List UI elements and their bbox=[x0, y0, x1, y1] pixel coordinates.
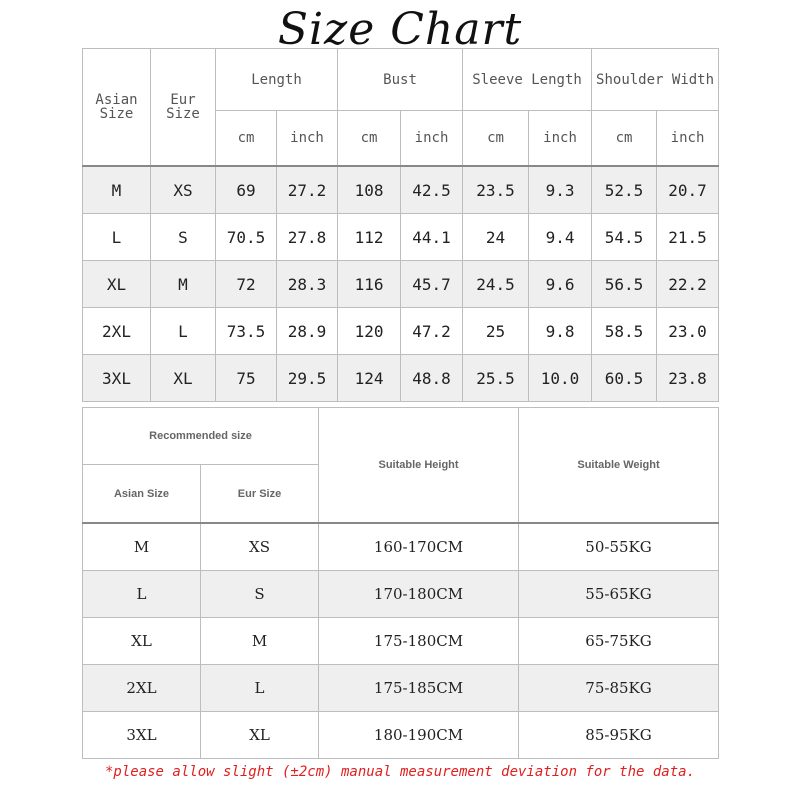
cell-bust-cm: 124 bbox=[338, 355, 401, 402]
cell-bust-in: 47.2 bbox=[401, 308, 463, 355]
cell-sleeve-in: 9.8 bbox=[529, 308, 592, 355]
table-row bbox=[83, 261, 719, 308]
cell-asian: L bbox=[83, 214, 151, 261]
cell-shoulder-in: 23.0 bbox=[657, 308, 719, 355]
unit-cm: cm bbox=[463, 111, 529, 167]
cell-bust-in: 42.5 bbox=[401, 166, 463, 214]
header-eur-size: Eur Size bbox=[201, 465, 319, 524]
cell-sleeve-in: 9.3 bbox=[529, 166, 592, 214]
size-measurement-table bbox=[82, 48, 719, 402]
cell-bust-cm: 108 bbox=[338, 166, 401, 214]
unit-cm: cm bbox=[216, 111, 277, 167]
cell-asian: L bbox=[83, 571, 201, 618]
table-row bbox=[83, 571, 719, 618]
header-recommended-size: Recommended size bbox=[83, 408, 319, 465]
cell-height: 180-190CM bbox=[319, 712, 519, 759]
cell-bust-cm: 116 bbox=[338, 261, 401, 308]
unit-cm: cm bbox=[338, 111, 401, 167]
cell-length-cm: 70.5 bbox=[216, 214, 277, 261]
table-row bbox=[83, 214, 719, 261]
cell-sleeve-cm: 25 bbox=[463, 308, 529, 355]
cell-height: 175-180CM bbox=[319, 618, 519, 665]
cell-asian: M bbox=[83, 166, 151, 214]
header-eur-size: Eur Size bbox=[151, 49, 216, 167]
cell-bust-cm: 112 bbox=[338, 214, 401, 261]
cell-asian: 2XL bbox=[83, 665, 201, 712]
cell-shoulder-cm: 60.5 bbox=[592, 355, 657, 402]
cell-length-cm: 69 bbox=[216, 166, 277, 214]
cell-asian: 3XL bbox=[83, 355, 151, 402]
cell-eur: M bbox=[151, 261, 216, 308]
header-asian-size: Asian Size bbox=[83, 465, 201, 524]
cell-bust-in: 48.8 bbox=[401, 355, 463, 402]
table-row bbox=[83, 618, 719, 665]
cell-shoulder-in: 22.2 bbox=[657, 261, 719, 308]
cell-eur: XL bbox=[201, 712, 319, 759]
unit-inch: inch bbox=[401, 111, 463, 167]
cell-sleeve-in: 9.4 bbox=[529, 214, 592, 261]
page-title: Size Chart bbox=[277, 4, 523, 55]
cell-length-in: 29.5 bbox=[277, 355, 338, 402]
cell-length-cm: 72 bbox=[216, 261, 277, 308]
cell-shoulder-cm: 52.5 bbox=[592, 166, 657, 214]
header-suitable-height: Suitable Height bbox=[319, 408, 519, 524]
cell-shoulder-cm: 56.5 bbox=[592, 261, 657, 308]
unit-inch: inch bbox=[657, 111, 719, 167]
cell-asian: M bbox=[83, 523, 201, 571]
cell-asian: XL bbox=[83, 261, 151, 308]
table-row bbox=[83, 712, 719, 759]
unit-inch: inch bbox=[529, 111, 592, 167]
cell-sleeve-cm: 25.5 bbox=[463, 355, 529, 402]
cell-eur: S bbox=[151, 214, 216, 261]
header-shoulder-width: Shoulder Width bbox=[592, 49, 719, 111]
table-row bbox=[83, 308, 719, 355]
cell-eur: S bbox=[201, 571, 319, 618]
cell-shoulder-in: 20.7 bbox=[657, 166, 719, 214]
measurement-note: *please allow slight (±2cm) manual measurement deviation for the data. bbox=[104, 764, 695, 780]
cell-eur: XS bbox=[201, 523, 319, 571]
recommended-size-table bbox=[82, 407, 719, 759]
cell-height: 170-180CM bbox=[319, 571, 519, 618]
cell-sleeve-in: 9.6 bbox=[529, 261, 592, 308]
header-asian-size: Asian Size bbox=[83, 49, 151, 167]
table-row bbox=[83, 665, 719, 712]
cell-weight: 85-95KG bbox=[519, 712, 719, 759]
cell-sleeve-cm: 24.5 bbox=[463, 261, 529, 308]
cell-shoulder-in: 21.5 bbox=[657, 214, 719, 261]
cell-height: 175-185CM bbox=[319, 665, 519, 712]
cell-asian: XL bbox=[83, 618, 201, 665]
unit-cm: cm bbox=[592, 111, 657, 167]
cell-sleeve-cm: 24 bbox=[463, 214, 529, 261]
cell-length-in: 27.8 bbox=[277, 214, 338, 261]
cell-bust-cm: 120 bbox=[338, 308, 401, 355]
cell-eur: L bbox=[151, 308, 216, 355]
cell-bust-in: 44.1 bbox=[401, 214, 463, 261]
cell-sleeve-in: 10.0 bbox=[529, 355, 592, 402]
table-row bbox=[83, 355, 719, 402]
cell-asian: 2XL bbox=[83, 308, 151, 355]
cell-length-cm: 73.5 bbox=[216, 308, 277, 355]
cell-height: 160-170CM bbox=[319, 523, 519, 571]
table-row bbox=[83, 523, 719, 571]
cell-shoulder-cm: 58.5 bbox=[592, 308, 657, 355]
cell-shoulder-in: 23.8 bbox=[657, 355, 719, 402]
header-sleeve-length: Sleeve Length bbox=[463, 49, 592, 111]
cell-weight: 75-85KG bbox=[519, 665, 719, 712]
cell-eur: XS bbox=[151, 166, 216, 214]
cell-length-in: 28.9 bbox=[277, 308, 338, 355]
cell-length-in: 28.3 bbox=[277, 261, 338, 308]
cell-length-cm: 75 bbox=[216, 355, 277, 402]
cell-weight: 65-75KG bbox=[519, 618, 719, 665]
cell-bust-in: 45.7 bbox=[401, 261, 463, 308]
cell-weight: 50-55KG bbox=[519, 523, 719, 571]
header-bust: Bust bbox=[338, 49, 463, 111]
cell-eur: L bbox=[201, 665, 319, 712]
cell-weight: 55-65KG bbox=[519, 571, 719, 618]
cell-sleeve-cm: 23.5 bbox=[463, 166, 529, 214]
header-length: Length bbox=[216, 49, 338, 111]
header-suitable-weight: Suitable Weight bbox=[519, 408, 719, 524]
cell-shoulder-cm: 54.5 bbox=[592, 214, 657, 261]
cell-asian: 3XL bbox=[83, 712, 201, 759]
cell-length-in: 27.2 bbox=[277, 166, 338, 214]
cell-eur: XL bbox=[151, 355, 216, 402]
table-row bbox=[83, 166, 719, 214]
unit-inch: inch bbox=[277, 111, 338, 167]
cell-eur: M bbox=[201, 618, 319, 665]
